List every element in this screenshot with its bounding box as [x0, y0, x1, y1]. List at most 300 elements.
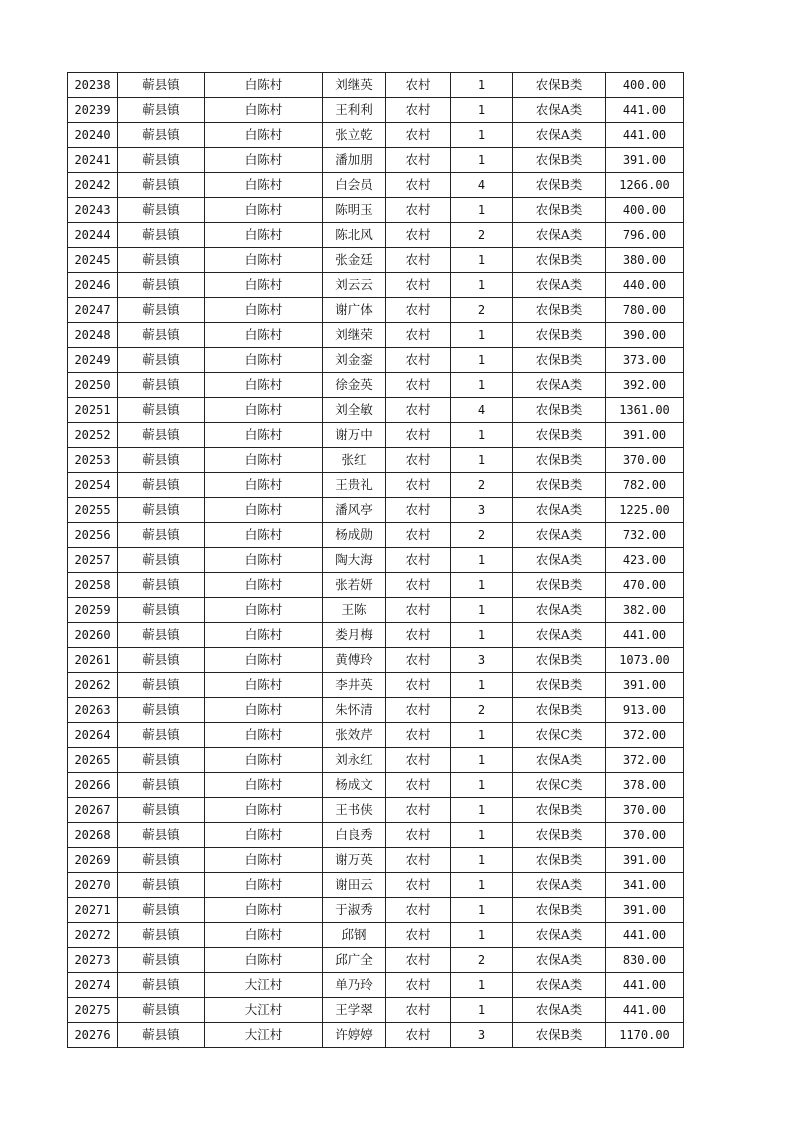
name-cell: 王利利 [323, 98, 386, 123]
category-cell: 农保B类 [513, 698, 606, 723]
member-count-cell: 2 [451, 223, 513, 248]
town-cell: 蕲县镇 [118, 398, 205, 423]
household-type-cell: 农村 [386, 798, 451, 823]
village-cell: 白陈村 [205, 523, 323, 548]
household-type-cell: 农村 [386, 173, 451, 198]
member-count-cell: 4 [451, 173, 513, 198]
category-cell: 农保A类 [513, 973, 606, 998]
table-row [68, 273, 684, 298]
household-type-cell: 农村 [386, 748, 451, 773]
amount-cell: 372.00 [606, 748, 684, 773]
table-row [68, 423, 684, 448]
member-count-cell: 1 [451, 423, 513, 448]
town-cell: 蕲县镇 [118, 598, 205, 623]
village-cell: 白陈村 [205, 748, 323, 773]
id-cell: 20260 [68, 623, 118, 648]
amount-cell: 441.00 [606, 998, 684, 1023]
amount-cell: 373.00 [606, 348, 684, 373]
category-cell: 农保A类 [513, 748, 606, 773]
category-cell: 农保B类 [513, 298, 606, 323]
table-row [68, 448, 684, 473]
town-cell: 蕲县镇 [118, 873, 205, 898]
member-count-cell: 2 [451, 298, 513, 323]
household-type-cell: 农村 [386, 573, 451, 598]
household-type-cell: 农村 [386, 323, 451, 348]
member-count-cell: 2 [451, 948, 513, 973]
id-cell: 20253 [68, 448, 118, 473]
household-type-cell: 农村 [386, 623, 451, 648]
amount-cell: 782.00 [606, 473, 684, 498]
town-cell: 蕲县镇 [118, 498, 205, 523]
village-cell: 白陈村 [205, 623, 323, 648]
village-cell: 白陈村 [205, 348, 323, 373]
category-cell: 农保B类 [513, 248, 606, 273]
table-row [68, 573, 684, 598]
member-count-cell: 1 [451, 273, 513, 298]
category-cell: 农保B类 [513, 448, 606, 473]
town-cell: 蕲县镇 [118, 798, 205, 823]
table-row [68, 873, 684, 898]
town-cell: 蕲县镇 [118, 548, 205, 573]
village-cell: 白陈村 [205, 198, 323, 223]
id-cell: 20238 [68, 73, 118, 98]
name-cell: 张金廷 [323, 248, 386, 273]
town-cell: 蕲县镇 [118, 698, 205, 723]
town-cell: 蕲县镇 [118, 123, 205, 148]
id-cell: 20244 [68, 223, 118, 248]
table-row [68, 623, 684, 648]
village-cell: 白陈村 [205, 648, 323, 673]
id-cell: 20243 [68, 198, 118, 223]
village-cell: 白陈村 [205, 148, 323, 173]
id-cell: 20254 [68, 473, 118, 498]
table-row [68, 523, 684, 548]
amount-cell: 441.00 [606, 123, 684, 148]
village-cell: 白陈村 [205, 923, 323, 948]
amount-cell: 1361.00 [606, 398, 684, 423]
household-type-cell: 农村 [386, 223, 451, 248]
category-cell: 农保B类 [513, 473, 606, 498]
village-cell: 大江村 [205, 1023, 323, 1048]
household-type-cell: 农村 [386, 148, 451, 173]
household-type-cell: 农村 [386, 123, 451, 148]
table-row [68, 923, 684, 948]
id-cell: 20251 [68, 398, 118, 423]
id-cell: 20266 [68, 773, 118, 798]
town-cell: 蕲县镇 [118, 148, 205, 173]
household-type-cell: 农村 [386, 1023, 451, 1048]
table-row [68, 648, 684, 673]
town-cell: 蕲县镇 [118, 673, 205, 698]
table-row [68, 498, 684, 523]
category-cell: 农保A类 [513, 523, 606, 548]
household-type-cell: 农村 [386, 473, 451, 498]
town-cell: 蕲县镇 [118, 273, 205, 298]
table-row [68, 298, 684, 323]
town-cell: 蕲县镇 [118, 648, 205, 673]
category-cell: 农保B类 [513, 848, 606, 873]
name-cell: 杨成勋 [323, 523, 386, 548]
member-count-cell: 1 [451, 623, 513, 648]
town-cell: 蕲县镇 [118, 1023, 205, 1048]
village-cell: 白陈村 [205, 698, 323, 723]
category-cell: 农保B类 [513, 423, 606, 448]
household-type-cell: 农村 [386, 73, 451, 98]
category-cell: 农保A类 [513, 998, 606, 1023]
id-cell: 20250 [68, 373, 118, 398]
id-cell: 20270 [68, 873, 118, 898]
amount-cell: 470.00 [606, 573, 684, 598]
village-cell: 白陈村 [205, 823, 323, 848]
name-cell: 于淑秀 [323, 898, 386, 923]
name-cell: 张立乾 [323, 123, 386, 148]
village-cell: 白陈村 [205, 498, 323, 523]
amount-cell: 441.00 [606, 973, 684, 998]
town-cell: 蕲县镇 [118, 423, 205, 448]
amount-cell: 378.00 [606, 773, 684, 798]
name-cell: 邱钢 [323, 923, 386, 948]
amount-cell: 370.00 [606, 798, 684, 823]
town-cell: 蕲县镇 [118, 623, 205, 648]
category-cell: 农保B类 [513, 573, 606, 598]
town-cell: 蕲县镇 [118, 323, 205, 348]
table-row [68, 723, 684, 748]
name-cell: 邱广全 [323, 948, 386, 973]
name-cell: 张红 [323, 448, 386, 473]
name-cell: 谢广体 [323, 298, 386, 323]
member-count-cell: 1 [451, 348, 513, 373]
name-cell: 娄月梅 [323, 623, 386, 648]
table-row [68, 123, 684, 148]
amount-cell: 370.00 [606, 448, 684, 473]
id-cell: 20258 [68, 573, 118, 598]
household-type-cell: 农村 [386, 523, 451, 548]
household-type-cell: 农村 [386, 923, 451, 948]
member-count-cell: 1 [451, 973, 513, 998]
name-cell: 王贵礼 [323, 473, 386, 498]
id-cell: 20259 [68, 598, 118, 623]
name-cell: 陈北风 [323, 223, 386, 248]
amount-cell: 830.00 [606, 948, 684, 973]
table-row [68, 773, 684, 798]
town-cell: 蕲县镇 [118, 898, 205, 923]
name-cell: 单乃玲 [323, 973, 386, 998]
table-row [68, 673, 684, 698]
village-cell: 白陈村 [205, 723, 323, 748]
id-cell: 20262 [68, 673, 118, 698]
household-type-cell: 农村 [386, 248, 451, 273]
name-cell: 张若妍 [323, 573, 386, 598]
name-cell: 刘永红 [323, 748, 386, 773]
household-type-cell: 农村 [386, 298, 451, 323]
household-type-cell: 农村 [386, 948, 451, 973]
category-cell: 农保A类 [513, 98, 606, 123]
village-cell: 白陈村 [205, 548, 323, 573]
town-cell: 蕲县镇 [118, 223, 205, 248]
table-row [68, 973, 684, 998]
category-cell: 农保A类 [513, 923, 606, 948]
amount-cell: 391.00 [606, 848, 684, 873]
member-count-cell: 1 [451, 798, 513, 823]
village-cell: 白陈村 [205, 573, 323, 598]
name-cell: 黄傅玲 [323, 648, 386, 673]
id-cell: 20264 [68, 723, 118, 748]
member-count-cell: 1 [451, 548, 513, 573]
household-type-cell: 农村 [386, 873, 451, 898]
id-cell: 20271 [68, 898, 118, 923]
village-cell: 白陈村 [205, 273, 323, 298]
amount-cell: 400.00 [606, 73, 684, 98]
name-cell: 王陈 [323, 598, 386, 623]
member-count-cell: 1 [451, 198, 513, 223]
name-cell: 王学翠 [323, 998, 386, 1023]
amount-cell: 440.00 [606, 273, 684, 298]
category-cell: 农保B类 [513, 198, 606, 223]
member-count-cell: 1 [451, 673, 513, 698]
town-cell: 蕲县镇 [118, 973, 205, 998]
member-count-cell: 1 [451, 723, 513, 748]
category-cell: 农保A类 [513, 273, 606, 298]
table-row [68, 348, 684, 373]
id-cell: 20276 [68, 1023, 118, 1048]
member-count-cell: 3 [451, 648, 513, 673]
id-cell: 20267 [68, 798, 118, 823]
name-cell: 刘云云 [323, 273, 386, 298]
member-count-cell: 2 [451, 473, 513, 498]
member-count-cell: 2 [451, 523, 513, 548]
town-cell: 蕲县镇 [118, 173, 205, 198]
member-count-cell: 1 [451, 373, 513, 398]
id-cell: 20240 [68, 123, 118, 148]
id-cell: 20273 [68, 948, 118, 973]
member-count-cell: 4 [451, 398, 513, 423]
village-cell: 白陈村 [205, 448, 323, 473]
village-cell: 白陈村 [205, 948, 323, 973]
category-cell: 农保B类 [513, 323, 606, 348]
id-cell: 20257 [68, 548, 118, 573]
name-cell: 陈明玉 [323, 198, 386, 223]
town-cell: 蕲县镇 [118, 923, 205, 948]
member-count-cell: 1 [451, 823, 513, 848]
town-cell: 蕲县镇 [118, 348, 205, 373]
village-cell: 白陈村 [205, 598, 323, 623]
id-cell: 20263 [68, 698, 118, 723]
table-row [68, 373, 684, 398]
town-cell: 蕲县镇 [118, 198, 205, 223]
name-cell: 张效芹 [323, 723, 386, 748]
category-cell: 农保A类 [513, 548, 606, 573]
household-type-cell: 农村 [386, 648, 451, 673]
village-cell: 白陈村 [205, 673, 323, 698]
amount-cell: 1073.00 [606, 648, 684, 673]
category-cell: 农保B类 [513, 673, 606, 698]
village-cell: 白陈村 [205, 473, 323, 498]
town-cell: 蕲县镇 [118, 373, 205, 398]
category-cell: 农保B类 [513, 398, 606, 423]
member-count-cell: 1 [451, 848, 513, 873]
household-type-cell: 农村 [386, 973, 451, 998]
amount-cell: 1225.00 [606, 498, 684, 523]
village-cell: 白陈村 [205, 423, 323, 448]
table-row [68, 398, 684, 423]
member-count-cell: 1 [451, 873, 513, 898]
id-cell: 20247 [68, 298, 118, 323]
town-cell: 蕲县镇 [118, 573, 205, 598]
table-row [68, 73, 684, 98]
household-type-cell: 农村 [386, 998, 451, 1023]
category-cell: 农保B类 [513, 898, 606, 923]
household-type-cell: 农村 [386, 273, 451, 298]
table-row [68, 998, 684, 1023]
town-cell: 蕲县镇 [118, 948, 205, 973]
household-type-cell: 农村 [386, 198, 451, 223]
category-cell: 农保A类 [513, 373, 606, 398]
id-cell: 20272 [68, 923, 118, 948]
table-row [68, 948, 684, 973]
member-count-cell: 1 [451, 73, 513, 98]
household-type-cell: 农村 [386, 848, 451, 873]
household-type-cell: 农村 [386, 723, 451, 748]
amount-cell: 913.00 [606, 698, 684, 723]
name-cell: 李井英 [323, 673, 386, 698]
category-cell: 农保A类 [513, 123, 606, 148]
amount-cell: 391.00 [606, 898, 684, 923]
category-cell: 农保B类 [513, 823, 606, 848]
id-cell: 20274 [68, 973, 118, 998]
town-cell: 蕲县镇 [118, 98, 205, 123]
name-cell: 刘继荣 [323, 323, 386, 348]
name-cell: 杨成文 [323, 773, 386, 798]
amount-cell: 1170.00 [606, 1023, 684, 1048]
village-cell: 大江村 [205, 973, 323, 998]
amount-cell: 796.00 [606, 223, 684, 248]
town-cell: 蕲县镇 [118, 998, 205, 1023]
amount-cell: 390.00 [606, 323, 684, 348]
household-type-cell: 农村 [386, 598, 451, 623]
table-row [68, 98, 684, 123]
town-cell: 蕲县镇 [118, 73, 205, 98]
category-cell: 农保B类 [513, 73, 606, 98]
table-row [68, 148, 684, 173]
household-type-cell: 农村 [386, 398, 451, 423]
member-count-cell: 1 [451, 573, 513, 598]
household-type-cell: 农村 [386, 823, 451, 848]
member-count-cell: 1 [451, 148, 513, 173]
village-cell: 白陈村 [205, 398, 323, 423]
town-cell: 蕲县镇 [118, 473, 205, 498]
category-cell: 农保A类 [513, 873, 606, 898]
table-row [68, 248, 684, 273]
table-row [68, 748, 684, 773]
id-cell: 20275 [68, 998, 118, 1023]
village-cell: 白陈村 [205, 173, 323, 198]
member-count-cell: 1 [451, 98, 513, 123]
member-count-cell: 1 [451, 248, 513, 273]
member-count-cell: 1 [451, 123, 513, 148]
id-cell: 20261 [68, 648, 118, 673]
member-count-cell: 1 [451, 748, 513, 773]
table-row [68, 1023, 684, 1048]
category-cell: 农保B类 [513, 173, 606, 198]
amount-cell: 732.00 [606, 523, 684, 548]
id-cell: 20269 [68, 848, 118, 873]
category-cell: 农保A类 [513, 498, 606, 523]
category-cell: 农保B类 [513, 648, 606, 673]
household-type-cell: 农村 [386, 548, 451, 573]
amount-cell: 441.00 [606, 98, 684, 123]
household-type-cell: 农村 [386, 898, 451, 923]
member-count-cell: 1 [451, 998, 513, 1023]
amount-cell: 441.00 [606, 623, 684, 648]
table-row [68, 323, 684, 348]
household-type-cell: 农村 [386, 348, 451, 373]
amount-cell: 380.00 [606, 248, 684, 273]
id-cell: 20265 [68, 748, 118, 773]
name-cell: 刘全敏 [323, 398, 386, 423]
id-cell: 20252 [68, 423, 118, 448]
village-cell: 白陈村 [205, 248, 323, 273]
household-type-cell: 农村 [386, 448, 451, 473]
amount-cell: 370.00 [606, 823, 684, 848]
household-type-cell: 农村 [386, 773, 451, 798]
amount-cell: 382.00 [606, 598, 684, 623]
name-cell: 谢田云 [323, 873, 386, 898]
member-count-cell: 1 [451, 773, 513, 798]
town-cell: 蕲县镇 [118, 448, 205, 473]
member-count-cell: 1 [451, 323, 513, 348]
town-cell: 蕲县镇 [118, 773, 205, 798]
id-cell: 20248 [68, 323, 118, 348]
village-cell: 白陈村 [205, 848, 323, 873]
member-count-cell: 3 [451, 498, 513, 523]
village-cell: 白陈村 [205, 898, 323, 923]
category-cell: 农保B类 [513, 798, 606, 823]
name-cell: 朱怀清 [323, 698, 386, 723]
table-row [68, 173, 684, 198]
name-cell: 刘继英 [323, 73, 386, 98]
member-count-cell: 1 [451, 448, 513, 473]
id-cell: 20241 [68, 148, 118, 173]
table-row [68, 548, 684, 573]
village-cell: 白陈村 [205, 323, 323, 348]
category-cell: 农保A类 [513, 623, 606, 648]
name-cell: 刘金銮 [323, 348, 386, 373]
id-cell: 20256 [68, 523, 118, 548]
town-cell: 蕲县镇 [118, 823, 205, 848]
town-cell: 蕲县镇 [118, 523, 205, 548]
amount-cell: 391.00 [606, 673, 684, 698]
village-cell: 白陈村 [205, 773, 323, 798]
amount-cell: 391.00 [606, 148, 684, 173]
village-cell: 白陈村 [205, 873, 323, 898]
table-row [68, 848, 684, 873]
id-cell: 20242 [68, 173, 118, 198]
member-count-cell: 1 [451, 598, 513, 623]
amount-cell: 423.00 [606, 548, 684, 573]
amount-cell: 1266.00 [606, 173, 684, 198]
table-row [68, 598, 684, 623]
village-cell: 白陈村 [205, 223, 323, 248]
category-cell: 农保A类 [513, 598, 606, 623]
category-cell: 农保C类 [513, 773, 606, 798]
amount-cell: 780.00 [606, 298, 684, 323]
town-cell: 蕲县镇 [118, 848, 205, 873]
id-cell: 20246 [68, 273, 118, 298]
household-type-cell: 农村 [386, 373, 451, 398]
amount-cell: 391.00 [606, 423, 684, 448]
amount-cell: 372.00 [606, 723, 684, 748]
village-cell: 白陈村 [205, 123, 323, 148]
